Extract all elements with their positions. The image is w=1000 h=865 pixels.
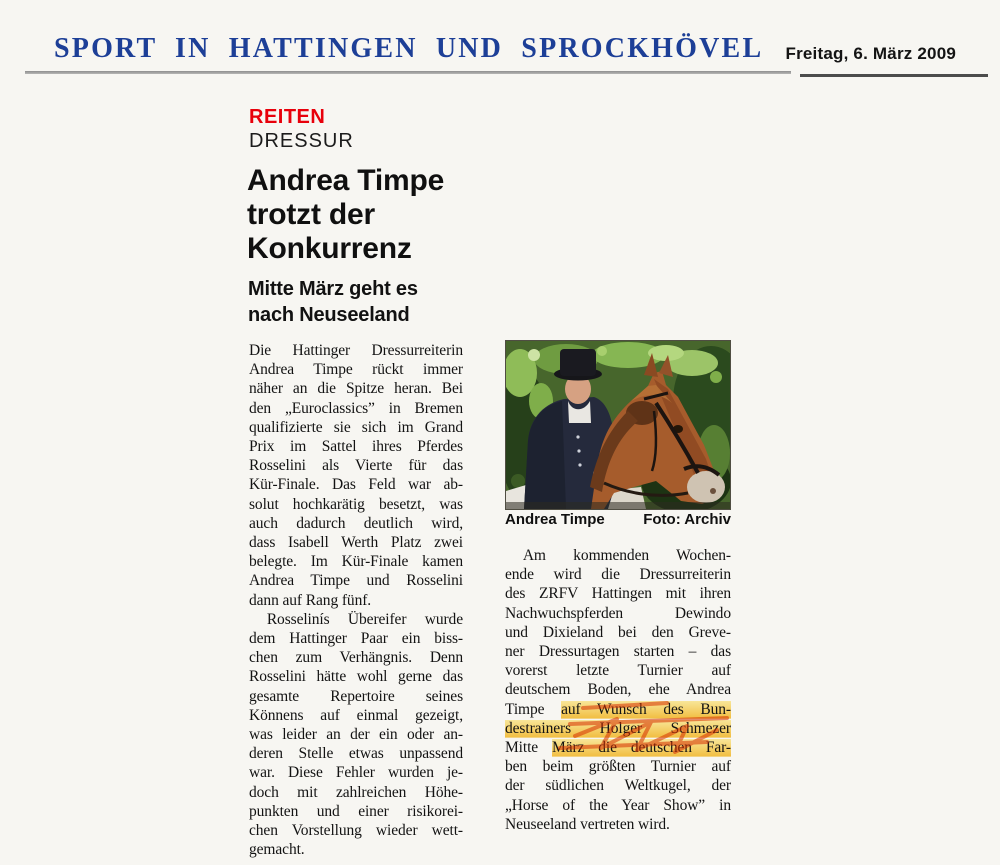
horse-and-rider-illustration xyxy=(506,341,730,509)
text-segment: ende wird die Dressurreiterin xyxy=(505,566,731,584)
headline xyxy=(247,164,444,266)
masthead-rule-right xyxy=(800,74,988,77)
body-line xyxy=(249,533,463,552)
body-line xyxy=(249,418,463,437)
text-segment: solut hochkarätig besetzt, was xyxy=(249,495,463,513)
text-segment: deren Stelle etwas unpassend xyxy=(249,745,463,763)
highlighted-text: März die deutschen Far- xyxy=(552,739,731,757)
body-line xyxy=(249,725,463,744)
text-segment: näher an die Spitze heran. Bei xyxy=(249,380,463,398)
text-segment: dann auf Rang fünf. xyxy=(249,591,372,609)
text-segment: belegte. Im Kür-Finale kamen xyxy=(249,553,463,571)
body-line xyxy=(249,514,463,533)
body-line xyxy=(249,475,463,494)
text-segment: Andrea Timpe und Rosselini xyxy=(249,572,463,590)
masthead-title: SPORT IN HATTINGEN UND SPROCKHÖVEL xyxy=(54,33,764,64)
text-segment: Rosselinís Übereifer wurde xyxy=(266,610,463,628)
text-segment: was leider an der ein oder an- xyxy=(249,726,463,744)
text-segment: ben beim größten Turnier auf xyxy=(505,758,731,776)
text-segment: qualifizierte sie sich im Grand xyxy=(249,418,463,436)
text-segment: dass Isabell Werth Platz zwei xyxy=(249,534,463,552)
body-line xyxy=(249,629,463,648)
text-segment: chen Vorstellung wieder wett- xyxy=(249,822,463,840)
body-line xyxy=(505,700,731,719)
body-line xyxy=(249,495,463,514)
body-line xyxy=(249,667,463,686)
body-line xyxy=(249,706,463,725)
body-line xyxy=(505,661,731,680)
body-line xyxy=(505,623,731,642)
text-segment: Timpe xyxy=(505,700,562,718)
body-line xyxy=(249,610,463,629)
body-line xyxy=(249,437,463,456)
body-line xyxy=(505,738,731,757)
body-line xyxy=(249,341,463,360)
body-line xyxy=(249,648,463,667)
text-segment: chen zum Verhängnis. Denn xyxy=(249,649,463,667)
masthead-rule-left xyxy=(25,71,791,74)
text-segment: auch dadurch deutlich wird, xyxy=(249,514,463,532)
body-line xyxy=(505,546,731,565)
body-line xyxy=(505,815,731,834)
text-segment: Neuseeland vertreten wird. xyxy=(505,815,670,833)
text-segment: dem Hattinger Paar ein biss- xyxy=(249,630,463,648)
body-line xyxy=(505,565,731,584)
text-segment: und Dixieland bei den Greve- xyxy=(505,623,731,641)
text-segment: ner Dressurtagen starten – das xyxy=(505,643,731,661)
text-segment: Mitte xyxy=(505,739,553,757)
body-line xyxy=(249,763,463,782)
body-line xyxy=(505,680,731,699)
text-segment: Am kommenden Wochen- xyxy=(522,547,731,564)
text-segment: der südlichen Weltkugel, der xyxy=(505,777,731,795)
text-segment: gemacht. xyxy=(249,841,305,859)
text-segment: Rosselini hätte wohl gerne das xyxy=(249,668,463,686)
text-segment: Prix im Sattel ihres Pferdes xyxy=(249,438,463,456)
body-line xyxy=(249,379,463,398)
text-segment: den „Euroclassics” in Bremen xyxy=(249,399,463,417)
body-line xyxy=(249,783,463,802)
masthead-date: Freitag, 6. März 2009 xyxy=(785,44,956,63)
left-column xyxy=(249,341,463,859)
text-segment: „Horse of the Year Show” in xyxy=(505,796,731,814)
text-segment: Kür-Finale. Das Feld war ab- xyxy=(249,476,463,494)
headline-line: Konkurrenz xyxy=(247,232,412,265)
photo-caption-row xyxy=(505,511,731,528)
body-line xyxy=(249,552,463,571)
body-line xyxy=(505,584,731,603)
highlighted-text: auf Wunsch des Bun- xyxy=(561,700,731,718)
headline-line: trotzt der xyxy=(247,198,375,231)
text-segment: vorerst letzte Turnier auf xyxy=(505,662,731,680)
subheadline-line: nach Neuseeland xyxy=(248,304,410,326)
body-line xyxy=(505,796,731,815)
body-line xyxy=(505,719,731,738)
text-segment: Könnens auf einmal gezeigt, xyxy=(249,706,463,724)
text-segment: Rosselini als Vierte für das xyxy=(249,457,463,475)
highlighted-text: destrainers Holger Schmezer xyxy=(505,719,731,737)
subheadline xyxy=(248,276,418,328)
body-line xyxy=(249,802,463,821)
body-line xyxy=(249,687,463,706)
body-line xyxy=(505,757,731,776)
text-segment: des ZRFV Hattingen mit ihren xyxy=(505,585,731,603)
body-line xyxy=(249,360,463,379)
text-segment: Nachwuchspferden Dewindo xyxy=(505,604,731,622)
section-label-dressur: DRESSUR xyxy=(249,130,354,152)
body-line xyxy=(249,744,463,763)
text-segment: Andrea Timpe rückt immer xyxy=(249,361,463,379)
body-line xyxy=(505,604,731,623)
kicker-reiten: REITEN xyxy=(249,106,326,128)
body-line xyxy=(249,571,463,590)
text-segment: war. Diese Fehler wurden je- xyxy=(249,764,463,782)
body-line xyxy=(249,821,463,840)
text-segment: doch mit zahlreichen Höhe- xyxy=(249,783,463,801)
body-line xyxy=(249,591,463,610)
text-segment: gesamte Repertoire seines xyxy=(249,687,463,705)
headline-line: Andrea Timpe xyxy=(247,164,445,197)
subheadline-line: Mitte März geht es xyxy=(248,278,418,300)
text-segment: deutschem Boden, ehe Andrea xyxy=(505,681,731,699)
text-segment: punkten und einer risikorei- xyxy=(249,802,463,820)
article-photo xyxy=(505,340,731,510)
body-line xyxy=(505,776,731,795)
photo-caption: Andrea Timpe xyxy=(505,511,605,528)
photo-credit: Foto: Archiv xyxy=(643,511,731,528)
body-line xyxy=(505,642,731,661)
body-line xyxy=(249,399,463,418)
text-segment: Die Hattinger Dressurreiterin xyxy=(249,342,463,359)
body-line xyxy=(249,456,463,475)
body-line xyxy=(249,840,463,859)
right-column xyxy=(505,546,731,834)
